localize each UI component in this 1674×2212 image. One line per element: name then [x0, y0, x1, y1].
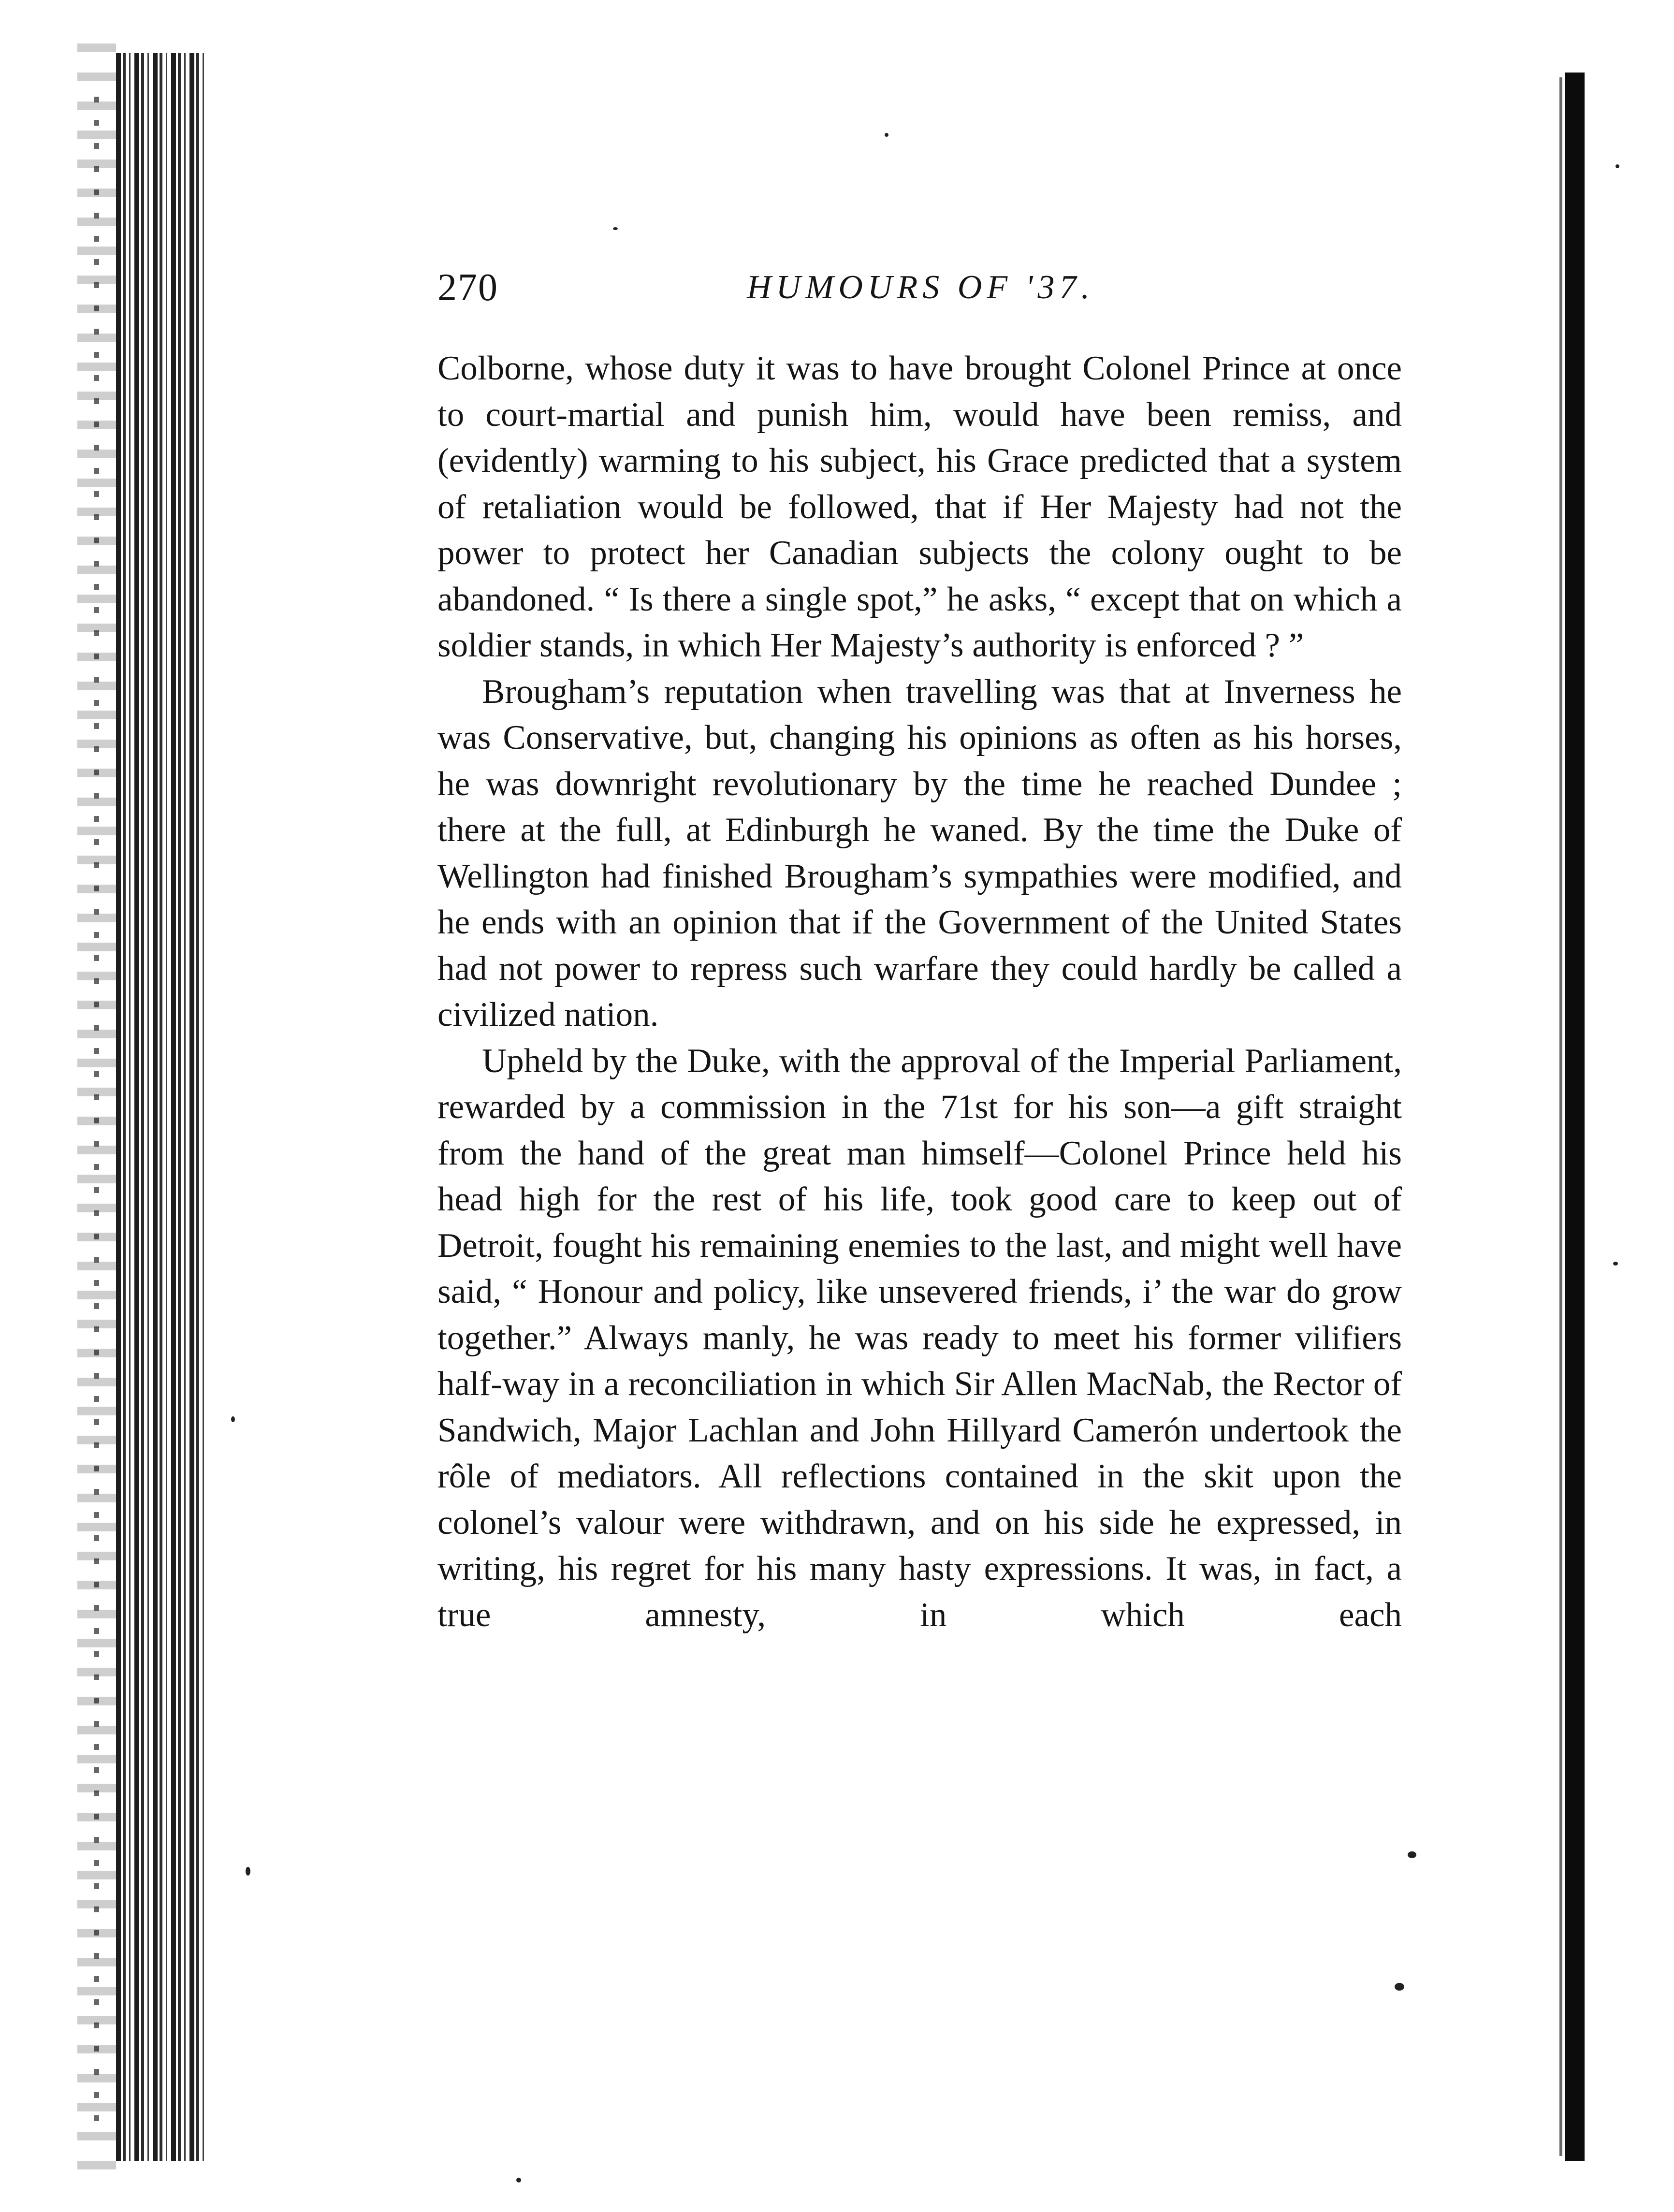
paragraph-2: Brougham’s reputation when travelling was that at Inverness he was Conservative, but, changing his opinions as often as his horses, he was downright revolutionary by the time he reached Dundee ; there at the full, at Edinburgh he waned. By the time the Duke of Wellington had finished Brougham’s sympathies were modified, and he ends with an opinion that if the Government of the United States had not power to repress such warfare they could hardly be called a civilized nation. [437, 672, 1402, 1033]
binding-edge-marks [94, 97, 99, 2127]
page-edge-right [1565, 73, 1585, 2161]
body-text [437, 346, 1402, 1638]
scan-speck [885, 133, 888, 137]
scan-speck [231, 1416, 235, 1422]
scan-speck [1395, 1983, 1404, 1991]
paragraph-3: Upheld by the Duke, with the approval of the Imperial Parliament, rewarded by a commission in the 71st for his son—a gift straight from the hand of the great man himself—Colonel Prince held his head high for the rest of his life, took good care to keep out of Detroit, fought his remaining enemies to the last, and might well have said, “ Honour and policy, like unsevered friends, i’ the war do grow together.” Always manly, he was ready to meet his former vilifiers half-way in a reconciliation in which Sir Allen MacNab, the Rector of Sandwich, Major Lachlan and John Hillyard Camerón undertook the rôle of mediators. All reflections contained in the skit upon the colonel’s valour were withdrawn, and on his side he expressed, in writing, his regret for his many hasty expressions. It was, in fact, a true amnesty, in which each [437, 1042, 1402, 1634]
running-title: HUMOURS OF '37. [747, 269, 1095, 306]
book-binding-left [116, 53, 208, 2161]
scan-speck [1408, 1851, 1416, 1858]
page-number: 270 [437, 266, 498, 309]
scan-speck [1616, 164, 1619, 168]
page-edge-right-thin [1559, 77, 1562, 2156]
scan-speck [516, 2178, 521, 2183]
scan-speck [1613, 1262, 1618, 1266]
scan-speck [246, 1867, 250, 1876]
scan-speck [613, 227, 618, 230]
running-head [437, 263, 1269, 312]
paragraph-1: Colborne, whose duty it was to have brought Colonel Prince at once to court-martial and punish him, would have been remiss, and (evidently) warming to his subject, his Grace predicted that a system of retaliation would be followed, that if Her Majesty had not the power to protect her Canadian subjects the colony ought to be abandoned. “ Is there a single spot,” he asks, “ except that on which a soldier stands, in which Her Majesty’s authority is enforced ? ” [437, 349, 1402, 664]
